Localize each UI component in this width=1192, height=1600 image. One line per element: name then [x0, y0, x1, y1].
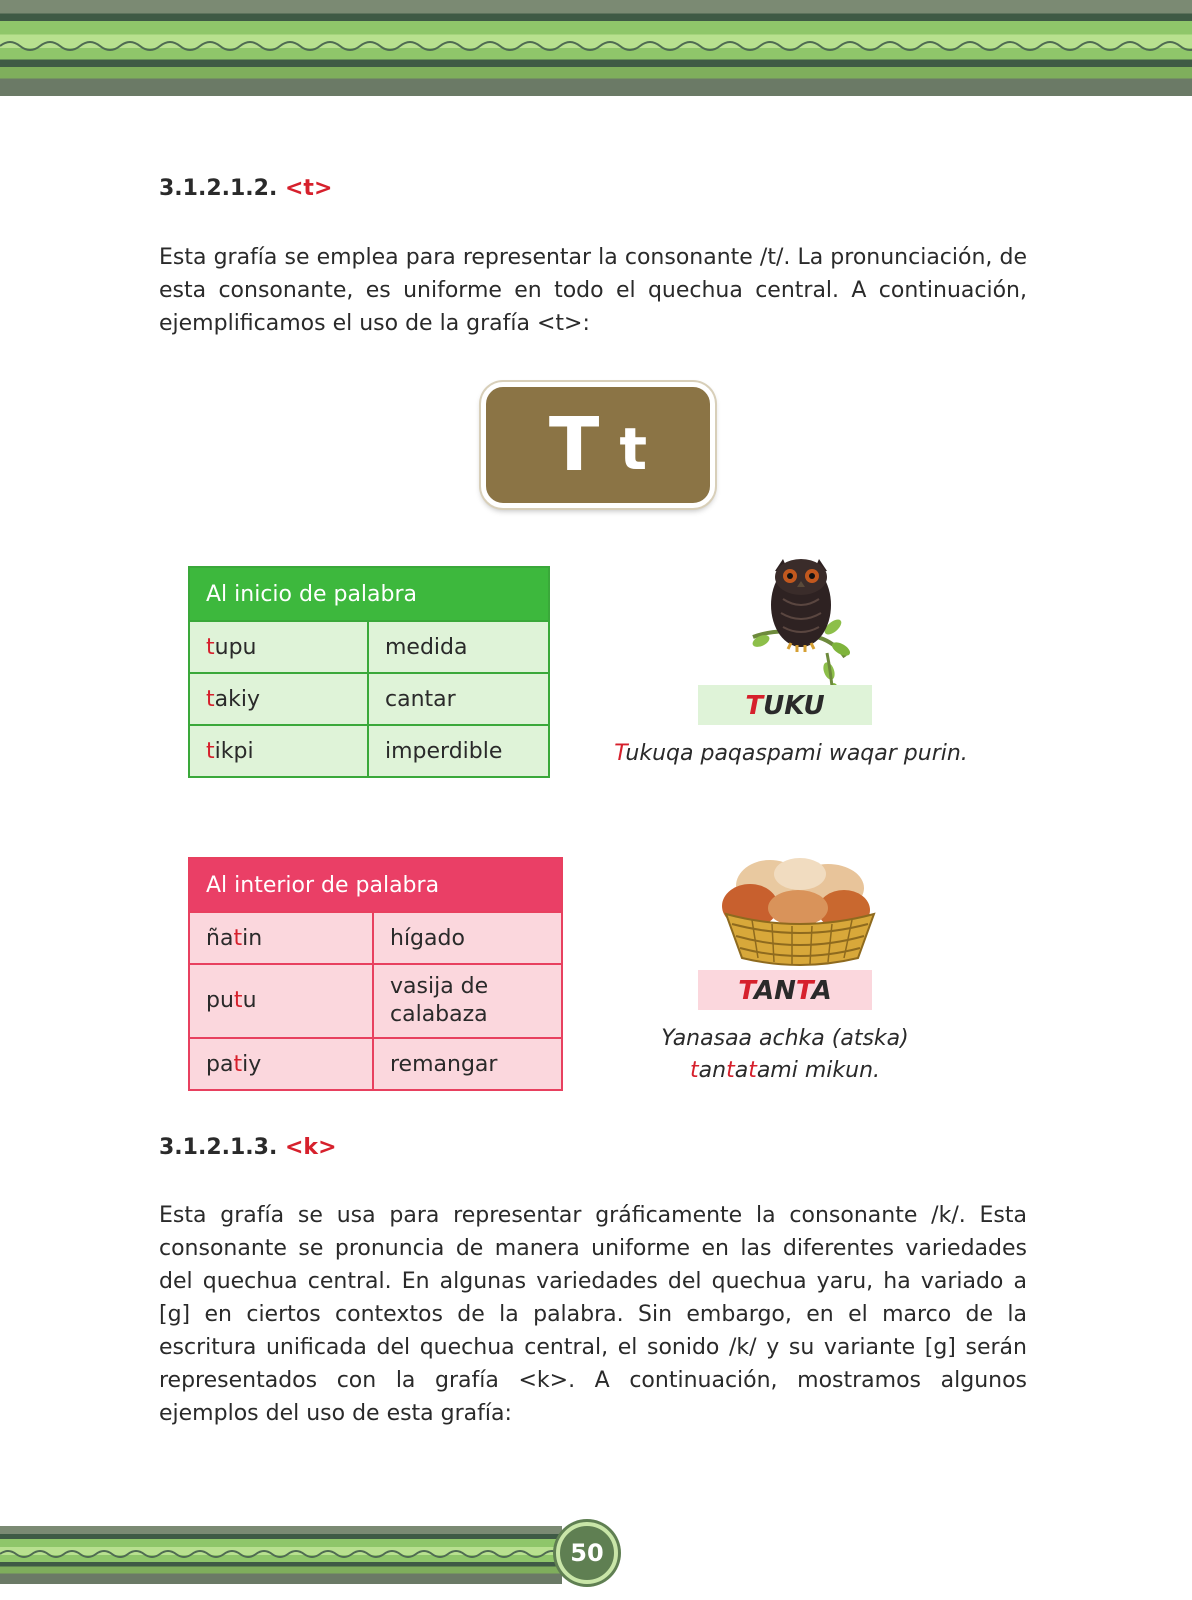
table-row: [189, 1038, 562, 1090]
quechua-word: patiy: [189, 1038, 373, 1090]
table-row: [189, 725, 549, 777]
wave-pattern-icon: [0, 1526, 562, 1584]
table-header: Al inicio de palabra: [189, 567, 549, 621]
sentence-line: Yanasaa achka (atska): [661, 1026, 909, 1051]
spanish-meaning: vasija de calabaza: [373, 964, 562, 1038]
letter-card: [481, 382, 715, 508]
grapheme-tag: <k>: [285, 1135, 337, 1160]
quechua-word: tikpi: [189, 725, 368, 777]
section-paragraph-k: Esta grafía se usa para representar gráficamente la consonante /k/. Esta consonante se pronuncia de manera uniforme en las diferentes variedades del quechua central. En algunas variedades del quechua yaru, ha variado a [g] en ciertos contextos de la palabra. Sin embargo, en el marco de la escritura unificada del quechua central, el sonido /k/ y su variante [g] serán representados con la grafía <k>. A continuación, mostramos algunos ejemplos del uso de esta grafía:: [159, 1203, 1027, 1426]
table-row: [189, 964, 562, 1038]
quechua-word: takiy: [189, 673, 368, 725]
bread-basket-icon: [712, 854, 888, 974]
table-row: [189, 673, 549, 725]
example-sentence: Tukuqa paqaspami waqar purin.: [614, 741, 968, 766]
spanish-meaning: imperdible: [368, 725, 549, 777]
quechua-word: putu: [189, 964, 373, 1038]
section-heading-t: [159, 176, 332, 201]
example-sentence: [620, 1023, 950, 1087]
letter-uppercase: T: [548, 402, 600, 488]
table-initial-position: [188, 566, 550, 778]
owl-illustration: [745, 553, 855, 699]
bread-basket-illustration: [712, 854, 888, 974]
table-row: [189, 621, 549, 673]
spanish-meaning: medida: [368, 621, 549, 673]
letter-lowercase: t: [619, 415, 648, 483]
spanish-meaning: cantar: [368, 673, 549, 725]
table-row: [189, 912, 562, 964]
sentence-line: tantatami mikun.: [689, 1058, 881, 1083]
spanish-meaning: hígado: [373, 912, 562, 964]
table-header: Al interior de palabra: [189, 858, 562, 912]
top-decorative-band: [0, 0, 1192, 96]
section-paragraph-t: Esta grafía se emplea para representar la consonante /t/. La pronunciación, de esta consonante, es uniforme en todo el quechua central. A continuación, ejemplificamos el uso de la grafía <t>:: [159, 245, 1027, 336]
page-number: 50: [556, 1522, 618, 1584]
section-number: 3.1.2.1.2.: [159, 176, 278, 201]
owl-icon: [745, 553, 855, 699]
quechua-word: ñatin: [189, 912, 373, 964]
grapheme-tag: <t>: [285, 176, 333, 201]
bottom-decorative-band: [0, 1526, 562, 1584]
table-interior-position: [188, 857, 563, 1091]
example-word-label: TANTA: [698, 970, 872, 1010]
example-word-label: TUKU: [698, 685, 872, 725]
section-heading-k: [159, 1135, 337, 1160]
quechua-word: tupu: [189, 621, 368, 673]
spanish-meaning: remangar: [373, 1038, 562, 1090]
section-number: 3.1.2.1.3.: [159, 1135, 278, 1160]
wave-pattern-icon: [0, 0, 1192, 96]
